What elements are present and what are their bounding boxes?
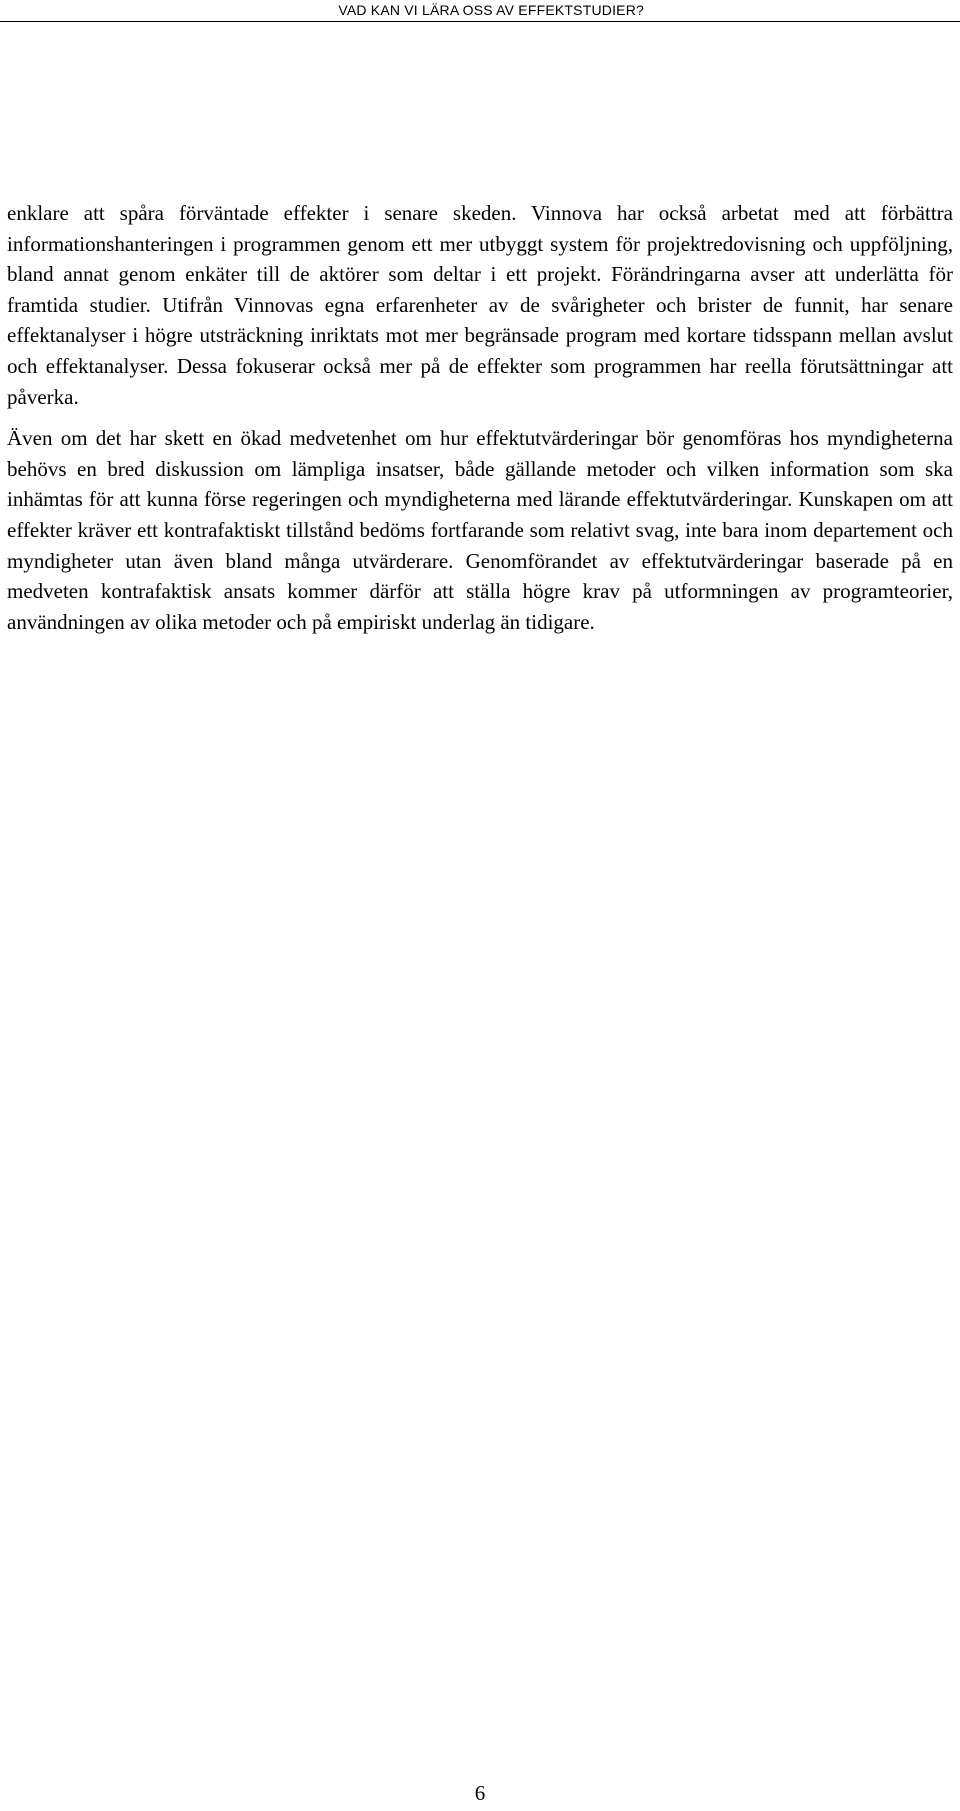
running-header-title: VAD KAN VI LÄRA OSS AV EFFEKTSTUDIER?: [338, 2, 644, 18]
paragraph-1: enklare att spåra förväntade effekter i senare skeden. Vinnova har också arbetat med att förbättra informationshanteringen i programmen genom ett mer utbyggt system för projektredovisning och uppföljning, bland annat genom enkäter till de aktörer som deltar i ett projekt. Förändringarna avser att underlätta för framtida studier. Utifrån Vinnovas egna erfarenheter av de svårigheter och brister de funnit, har senare effektanalyser i högre utsträckning inriktats mot mer begränsade program med kortare tidsspann mellan avslut och effektanalyser. Dessa fokuserar också mer på de effekter som programmen har reella förutsättningar att påverka.: [7, 201, 953, 409]
paragraph-2: Även om det har skett en ökad medvetenhet om hur effektutvärderingar bör genomföras hos myndigheterna behövs en bred diskussion om lämpliga insatser, både gällande metoder och vilken information som ska inhämtas för att kunna förse regeringen och myndigheterna med lärande effektutvärderingar. Kunskapen om att effekter kräver ett kontrafaktiskt tillstånd bedöms fortfarande som relativt svag, inte bara inom departement och myndigheter utan även bland många utvärderare. Genomförandet av effektutvärderingar baserade på en medveten kontrafaktisk ansats kommer därför att ställa högre krav på utformningen av programteorier, användningen av olika metoder och på empiriskt underlag än tidigare.: [7, 426, 953, 634]
running-header: [0, 0, 960, 22]
body-text: [7, 198, 953, 637]
page-number: 6: [474, 1781, 486, 1805]
